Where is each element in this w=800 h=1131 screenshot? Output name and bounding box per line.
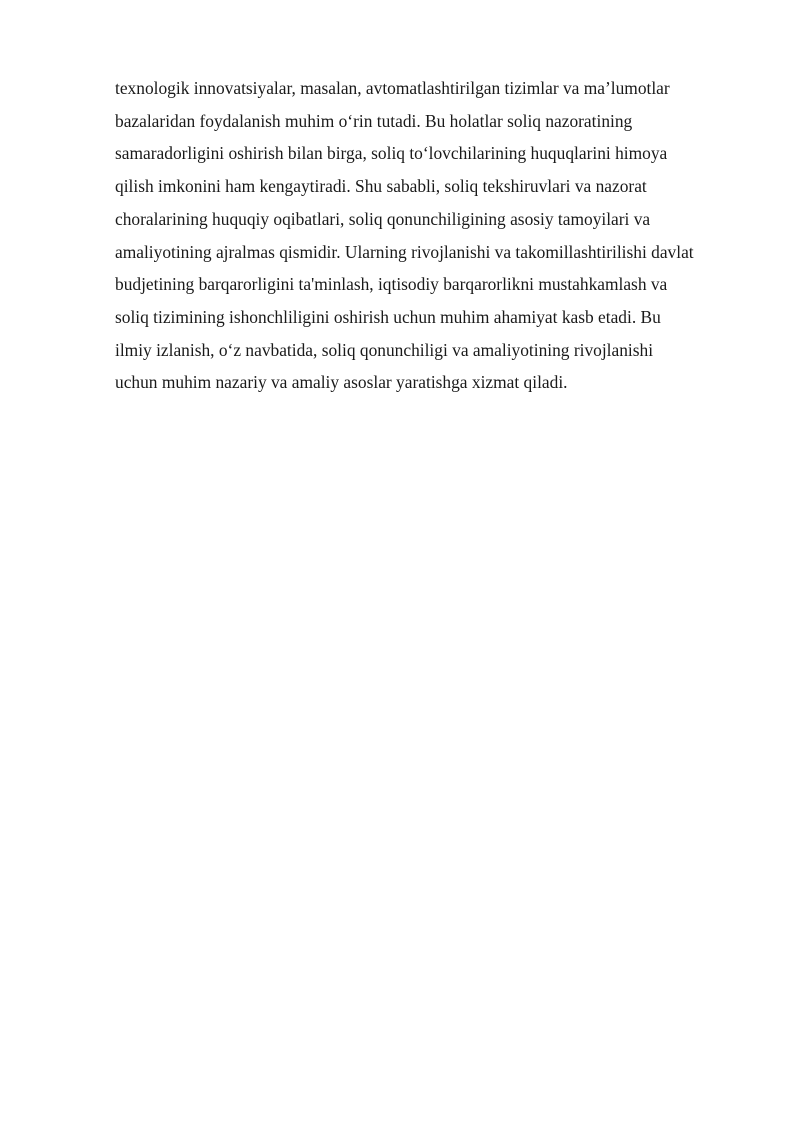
- paragraph-line: budjetining barqarorligini ta'minlash, iqtisodiy barqarorlikni mustahkamlash va: [115, 274, 668, 295]
- paragraph-line: samaradorligini oshirish bilan birga, soliq to‘lovchilarining huquqlarini himoya: [115, 143, 668, 164]
- paragraph-line: ilmiy izlanish, o‘z navbatida, soliq qonunchiligi va amaliyotining rivojlanishi: [115, 339, 654, 360]
- paragraph-line: uchun muhim nazariy va amaliy asoslar yaratishga xizmat qiladi.: [115, 372, 568, 393]
- paragraph-line: bazalaridan foydalanish muhim o‘rin tutadi. Bu holatlar soliq nazoratining: [115, 110, 633, 131]
- paragraph-line: texnologik innovatsiyalar, masalan, avtomatlashtirilgan tizimlar va ma’lumotlar: [115, 78, 670, 98]
- body-paragraph: [115, 72, 755, 399]
- paragraph-line: soliq tizimining ishonchliligini oshirish uchun muhim ahamiyat kasb etadi. Bu: [115, 306, 661, 327]
- paragraph-line: amaliyotining ajralmas qismidir. Ularning rivojlanishi va takomillashtirilishi davlat: [115, 241, 694, 262]
- paragraph-line: qilish imkonini ham kengaytiradi. Shu sababli, soliq tekshiruvlari va nazorat: [115, 176, 647, 197]
- paragraph-line: choralarining huquqiy oqibatlari, soliq qonunchiligining asosiy tamoyilari va: [115, 208, 651, 229]
